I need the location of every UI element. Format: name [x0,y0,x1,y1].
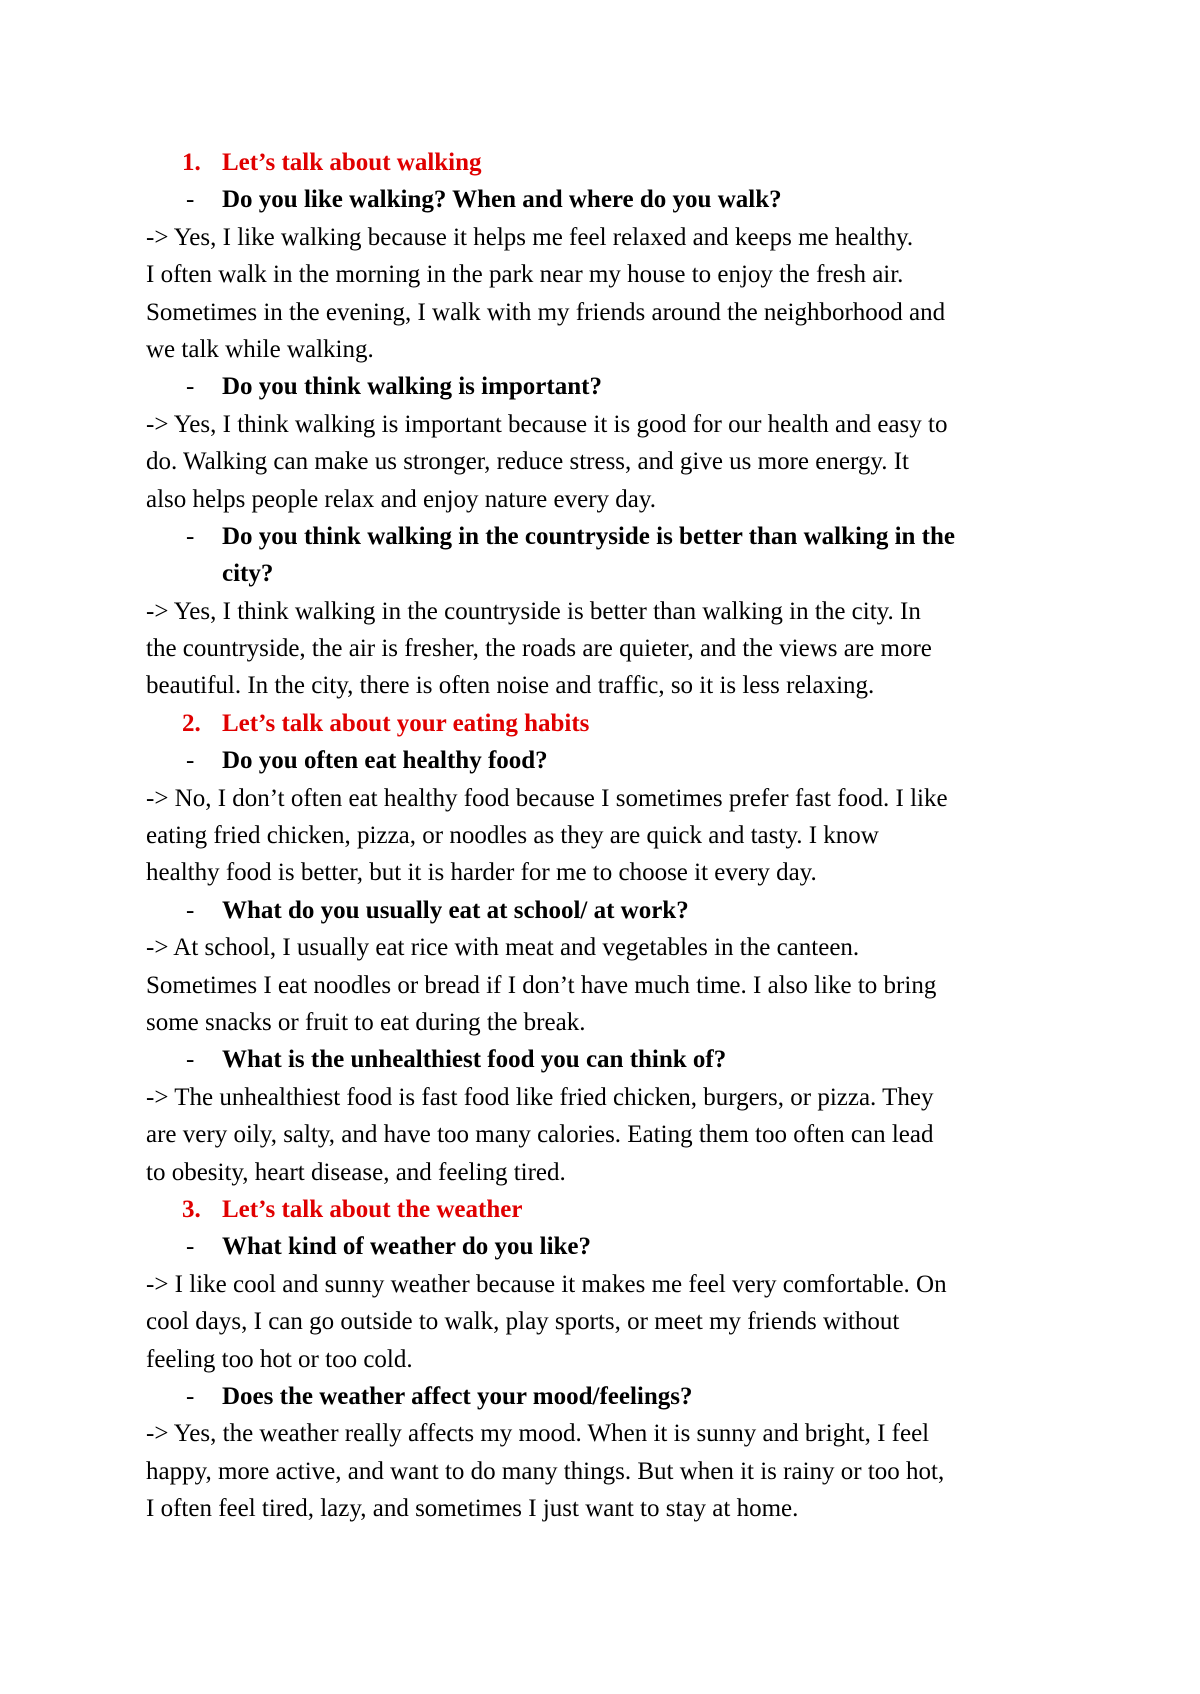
answer-line: healthy food is better, but it is harder for me to choose it every day. [146,859,817,887]
answer-line: eating fried chicken, pizza, or noodles as they are quick and tasty. I know [146,822,879,850]
question-text: Do you like walking? When and where do you walk? [222,186,782,214]
answer-line: we talk while walking. [146,335,374,363]
question-dash: - [186,747,195,775]
answer-line: do. Walking can make us stronger, reduce stress, and give us more energy. It [146,448,909,476]
answer-line: some snacks or fruit to eat during the break. [146,1008,586,1036]
answer-line: to obesity, heart disease, and feeling tired. [146,1158,566,1186]
section-heading [146,1191,1066,1228]
answer-line: -> I like cool and sunny weather because it makes me feel very comfortable. On [146,1270,947,1298]
question [146,518,1066,555]
question [146,368,1066,405]
section-number: 3. [182,1195,201,1223]
answer-line: -> Yes, I think walking in the countryside is better than walking in the city. In [146,597,921,625]
answer-line: -> The unhealthiest food is fast food like fried chicken, burgers, or pizza. They [146,1083,934,1111]
question [146,1228,1066,1265]
document-body [146,144,1066,1527]
answer-line: -> No, I don’t often eat healthy food because I sometimes prefer fast food. I like [146,784,948,812]
answer-line: beautiful. In the city, there is often noise and traffic, so it is less relaxing. [146,672,875,700]
section-title: Let’s talk about walking [222,149,482,176]
answer-line: I often feel tired, lazy, and sometimes I just want to stay at home. [146,1495,799,1523]
section-heading [146,144,1066,181]
answer-line: also helps people relax and enjoy nature every day. [146,485,656,513]
answer-line: happy, more active, and want to do many things. But when it is rainy or too hot, [146,1457,945,1485]
question-dash: - [186,522,195,550]
answer-line: Sometimes in the evening, I walk with my friends around the neighborhood and [146,298,946,326]
answer-line: -> Yes, I like walking because it helps me feel relaxed and keeps me healthy. [146,223,914,251]
answer-line: feeling too hot or too cold. [146,1345,413,1373]
answer-line: cool days, I can go outside to walk, play sports, or meet my friends without [146,1308,900,1336]
question-text: What is the unhealthiest food you can think of? [222,1046,727,1074]
answer-line: Sometimes I eat noodles or bread if I don’t have much time. I also like to bring [146,971,937,999]
question-text: Do you think walking in the countryside is better than walking in the [222,522,955,550]
section-heading [146,705,1066,742]
question [146,1378,1066,1415]
question-text: What kind of weather do you like? [222,1233,592,1261]
question-dash: - [186,1382,195,1410]
question [146,181,1066,218]
question-text: Do you often eat healthy food? [222,747,548,775]
question-text: What do you usually eat at school/ at work? [222,896,689,924]
answer-line: -> Yes, the weather really affects my mood. When it is sunny and bright, I feel [146,1420,930,1448]
answer-line: are very oily, salty, and have too many calories. Eating them too often can lead [146,1121,934,1149]
question [146,892,1066,929]
question [146,1041,1066,1078]
question-dash: - [186,896,195,924]
question-dash: - [186,373,195,401]
question [146,742,1066,779]
answer-line: I often walk in the morning in the park near my house to enjoy the fresh air. [146,261,904,289]
section-title: Let’s talk about your eating habits [222,709,590,737]
question-text: Do you think walking is important? [222,373,602,401]
section-number: 2. [182,709,201,737]
answer-line: -> At school, I usually eat rice with meat and vegetables in the canteen. [146,934,860,962]
answer-line: -> Yes, I think walking is important because it is good for our health and easy to [146,410,948,438]
question-dash: - [186,1046,195,1074]
section-number: 1. [182,149,201,176]
question-text: Does the weather affect your mood/feelings? [222,1382,693,1410]
question-text-continued: city? [222,560,274,588]
answer-line: the countryside, the air is fresher, the roads are quieter, and the views are more [146,635,932,663]
question-dash: - [186,186,195,214]
section-title: Let’s talk about the weather [222,1195,523,1223]
question-dash: - [186,1233,195,1261]
